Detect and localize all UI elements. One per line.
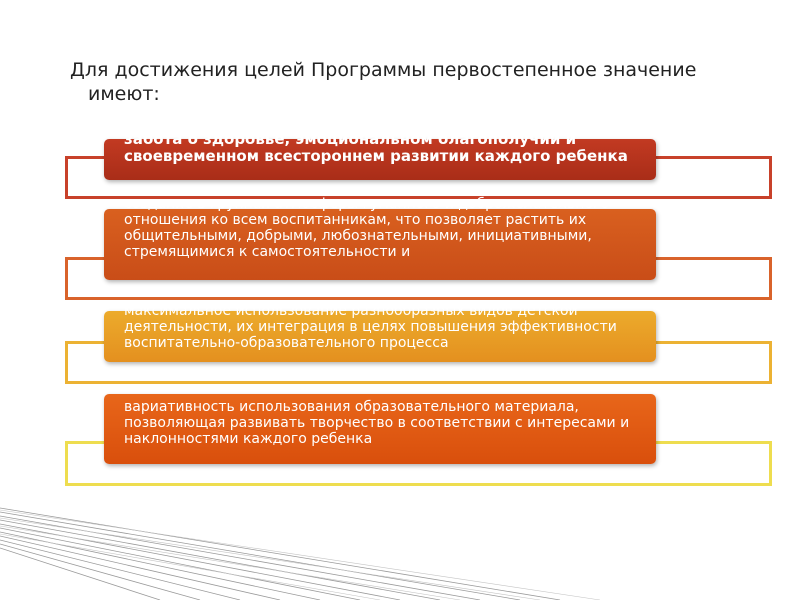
goal-text-2: создание в группах атмосферы гуманного и доброжелательного отношения ко всем воспитанникам, что позволяет растить их общительными, добрыми, любознательными, инициативными, стремящимися к самостоятельности и xyxy=(124,196,609,260)
goal-box-4 xyxy=(104,394,656,464)
goal-text-1: забота о здоровье, эмоциональном благополучии и своевременном всестороннем развитии каждого ребенка xyxy=(124,130,628,165)
decorative-lines xyxy=(0,470,800,600)
goal-text-3: максимальное использование разнообразных видов детской деятельности, их интеграция в целях повышения эффективности воспитательно-образовательного процесса xyxy=(124,303,617,351)
goal-box-2 xyxy=(104,196,656,280)
goal-text-4: вариативность использования образовательного материала, позволяющая развивать творчество в соответствии с интересами и наклонностями каждого ребенка xyxy=(124,399,630,447)
title-line-1: Для достижения целей Программы первостепенное значение xyxy=(70,59,697,81)
goal-box-1 xyxy=(104,130,656,180)
goal-box-3 xyxy=(104,303,656,362)
slide-title xyxy=(70,58,770,106)
title-line-2: имеют: xyxy=(88,83,160,105)
